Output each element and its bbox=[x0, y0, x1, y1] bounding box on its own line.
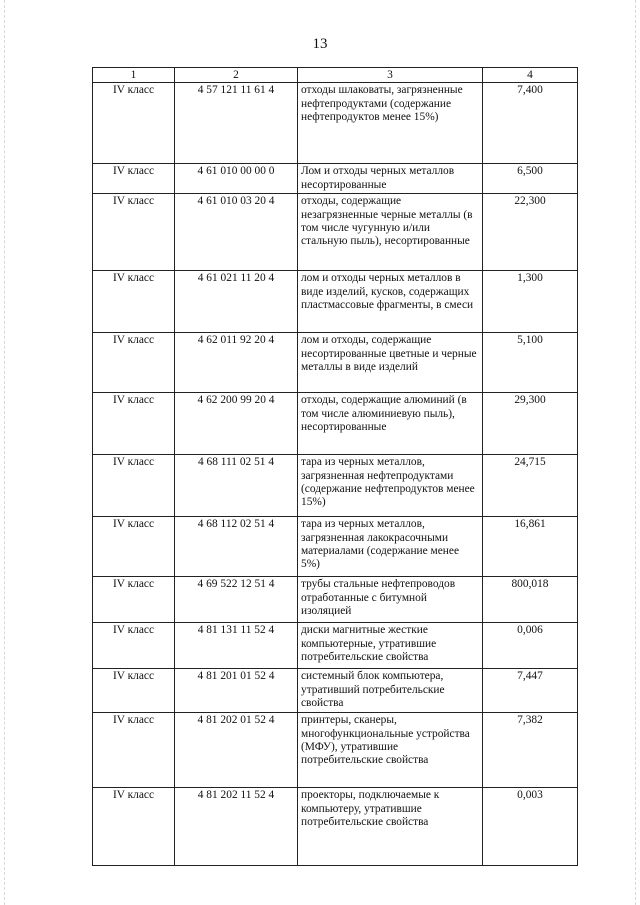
table-row bbox=[93, 623, 578, 669]
header-col-1: 1 bbox=[93, 68, 175, 83]
waste-table bbox=[92, 67, 578, 866]
waste-code-cell: 4 61 010 00 00 0 bbox=[175, 164, 298, 194]
hazard-class-cell: IV класс bbox=[93, 271, 175, 333]
hazard-class-cell: IV класс bbox=[93, 577, 175, 623]
header-row bbox=[93, 68, 578, 83]
table-row bbox=[93, 271, 578, 333]
table-row bbox=[93, 713, 578, 788]
page-number: 13 bbox=[312, 36, 328, 52]
hazard-class-cell: IV класс bbox=[93, 455, 175, 517]
waste-name-cell: отходы, содержащие незагрязненные черные металлы (в том числе чугунную и/или стальную пыль), несортированные bbox=[298, 194, 483, 271]
waste-code-cell: 4 61 021 11 20 4 bbox=[175, 271, 298, 333]
waste-code-cell: 4 81 201 01 52 4 bbox=[175, 669, 298, 713]
waste-code-cell: 4 81 202 01 52 4 bbox=[175, 713, 298, 788]
table-row bbox=[93, 333, 578, 393]
quantity-cell: 6,500 bbox=[483, 164, 578, 194]
hazard-class-cell: IV класс bbox=[93, 393, 175, 455]
hazard-class-cell: IV класс bbox=[93, 164, 175, 194]
hazard-class-cell: IV класс bbox=[93, 713, 175, 788]
table-row bbox=[93, 517, 578, 577]
waste-name-cell: тара из черных металлов, загрязненная нефтепродуктами (содержание нефтепродуктов менее 15%) bbox=[298, 455, 483, 517]
quantity-cell: 22,300 bbox=[483, 194, 578, 271]
table-row bbox=[93, 83, 578, 164]
waste-name-cell: диски магнитные жесткие компьютерные, утратившие потребительские свойства bbox=[298, 623, 483, 669]
hazard-class-cell: IV класс bbox=[93, 83, 175, 164]
hazard-class-cell: IV класс bbox=[93, 333, 175, 393]
quantity-cell: 16,861 bbox=[483, 517, 578, 577]
table-row bbox=[93, 669, 578, 713]
quantity-cell: 7,400 bbox=[483, 83, 578, 164]
waste-code-cell: 4 69 522 12 51 4 bbox=[175, 577, 298, 623]
quantity-cell: 0,003 bbox=[483, 788, 578, 866]
waste-name-cell: тара из черных металлов, загрязненная лакокрасочными материалами (содержание менее 5%) bbox=[298, 517, 483, 577]
header-col-3: 3 bbox=[298, 68, 483, 83]
table-row bbox=[93, 393, 578, 455]
waste-name-cell: лом и отходы черных металлов в виде изделий, кусков, содержащих пластмассовые фрагменты, в смеси bbox=[298, 271, 483, 333]
waste-code-cell: 4 61 010 03 20 4 bbox=[175, 194, 298, 271]
waste-name-cell: проекторы, подключаемые к компьютеру, утратившие потребительские свойства bbox=[298, 788, 483, 866]
waste-name-cell: системный блок компьютера, утративший потребительские свойства bbox=[298, 669, 483, 713]
quantity-cell: 7,447 bbox=[483, 669, 578, 713]
quantity-cell: 29,300 bbox=[483, 393, 578, 455]
table-row bbox=[93, 455, 578, 517]
waste-code-cell: 4 57 121 11 61 4 bbox=[175, 83, 298, 164]
header-col-2: 2 bbox=[175, 68, 298, 83]
table-row bbox=[93, 194, 578, 271]
page-edge-left bbox=[4, 0, 5, 905]
waste-code-cell: 4 62 011 92 20 4 bbox=[175, 333, 298, 393]
hazard-class-cell: IV класс bbox=[93, 623, 175, 669]
quantity-cell: 7,382 bbox=[483, 713, 578, 788]
waste-name-cell: лом и отходы, содержащие несортированные цветные и черные металлы в виде изделий bbox=[298, 333, 483, 393]
waste-code-cell: 4 62 200 99 20 4 bbox=[175, 393, 298, 455]
table-row bbox=[93, 577, 578, 623]
table-row bbox=[93, 164, 578, 194]
table-row bbox=[93, 788, 578, 866]
waste-code-cell: 4 81 202 11 52 4 bbox=[175, 788, 298, 866]
hazard-class-cell: IV класс bbox=[93, 517, 175, 577]
waste-name-cell: отходы, содержащие алюминий (в том числе алюминиевую пыль), несортированные bbox=[298, 393, 483, 455]
waste-code-cell: 4 81 131 11 52 4 bbox=[175, 623, 298, 669]
waste-name-cell: отходы шлаковаты, загрязненные нефтепродуктами (содержание нефтепродуктов менее 15%) bbox=[298, 83, 483, 164]
quantity-cell: 800,018 bbox=[483, 577, 578, 623]
quantity-cell: 0,006 bbox=[483, 623, 578, 669]
quantity-cell: 24,715 bbox=[483, 455, 578, 517]
hazard-class-cell: IV класс bbox=[93, 669, 175, 713]
header-col-4: 4 bbox=[483, 68, 578, 83]
waste-name-cell: трубы стальные нефтепроводов отработанные с битумной изоляцией bbox=[298, 577, 483, 623]
page-edge-right bbox=[635, 0, 636, 905]
quantity-cell: 5,100 bbox=[483, 333, 578, 393]
hazard-class-cell: IV класс bbox=[93, 788, 175, 866]
waste-name-cell: Лом и отходы черных металлов несортированные bbox=[298, 164, 483, 194]
waste-name-cell: принтеры, сканеры, многофункциональные устройства (МФУ), утратившие потребительские свойства bbox=[298, 713, 483, 788]
waste-code-cell: 4 68 111 02 51 4 bbox=[175, 455, 298, 517]
waste-code-cell: 4 68 112 02 51 4 bbox=[175, 517, 298, 577]
table-header bbox=[93, 68, 578, 83]
quantity-cell: 1,300 bbox=[483, 271, 578, 333]
table-body bbox=[93, 83, 578, 866]
hazard-class-cell: IV класс bbox=[93, 194, 175, 271]
